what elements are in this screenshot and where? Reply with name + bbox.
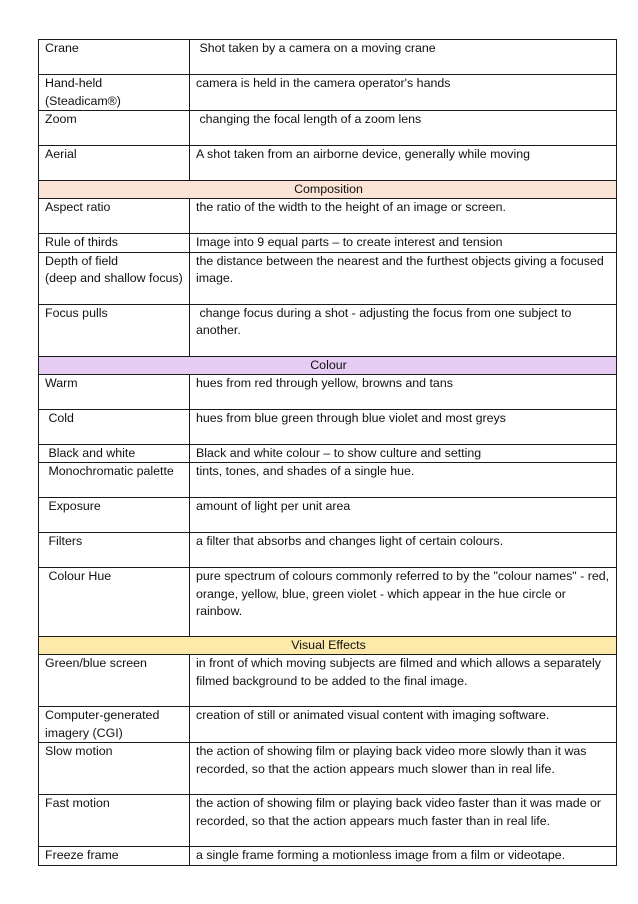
- table-row: [39, 374, 617, 409]
- term-cell: Crane: [39, 40, 190, 75]
- definition-cell: a single frame forming a motionless image from a film or videotape.: [190, 847, 617, 866]
- table-row: [39, 252, 617, 304]
- definition-cell: in front of which moving subjects are filmed and which allows a separately filmed background to be added to the final image.: [190, 655, 617, 707]
- term-cell: Slow motion: [39, 743, 190, 795]
- term-cell: Monochromatic palette: [39, 463, 190, 498]
- definition-cell: the action of showing film or playing back video more slowly than it was recorded, so that the action appears much slower than in real life.: [190, 743, 617, 795]
- table-row: [39, 304, 617, 356]
- definition-cell: camera is held in the camera operator's hands: [190, 75, 617, 111]
- definition-cell: change focus during a shot - adjusting the focus from one subject to another.: [190, 304, 617, 356]
- definition-cell: amount of light per unit area: [190, 498, 617, 533]
- term-cell: Warm: [39, 374, 190, 409]
- definition-cell: hues from red through yellow, browns and tans: [190, 374, 617, 409]
- glossary-table: [38, 39, 617, 866]
- term-cell: Rule of thirds: [39, 234, 190, 253]
- definition-cell: a filter that absorbs and changes light of certain colours.: [190, 533, 617, 568]
- table-row: [39, 409, 617, 444]
- table-row: [39, 847, 617, 866]
- definition-cell: Black and white colour – to show culture and setting: [190, 444, 617, 463]
- table-row: [39, 743, 617, 795]
- term-cell: Hand-held (Steadicam®): [39, 75, 190, 111]
- table-row: [39, 444, 617, 463]
- term-cell: Filters: [39, 533, 190, 568]
- definition-cell: creation of still or animated visual content with imaging software.: [190, 707, 617, 743]
- table-row: [39, 707, 617, 743]
- section-header-composition: Composition: [39, 181, 617, 199]
- term-cell: Cold: [39, 409, 190, 444]
- term-cell: Exposure: [39, 498, 190, 533]
- section-header-row: [39, 637, 617, 655]
- term-cell: Black and white: [39, 444, 190, 463]
- table-row: [39, 568, 617, 637]
- term-cell: Focus pulls: [39, 304, 190, 356]
- table-row: [39, 75, 617, 111]
- definition-cell: the ratio of the width to the height of an image or screen.: [190, 199, 617, 234]
- table-row: [39, 146, 617, 181]
- table-row: [39, 199, 617, 234]
- term-cell: Depth of field (deep and shallow focus): [39, 252, 190, 304]
- definition-cell: A shot taken from an airborne device, generally while moving: [190, 146, 617, 181]
- definition-cell: the action of showing film or playing back video faster than it was made or recorded, so that the action appears much faster than in real life.: [190, 795, 617, 847]
- table-row: [39, 795, 617, 847]
- table-row: [39, 234, 617, 253]
- table-row: [39, 111, 617, 146]
- term-cell: Zoom: [39, 111, 190, 146]
- definition-cell: the distance between the nearest and the furthest objects giving a focused image.: [190, 252, 617, 304]
- term-cell: Colour Hue: [39, 568, 190, 637]
- term-cell: Aspect ratio: [39, 199, 190, 234]
- definition-cell: hues from blue green through blue violet and most greys: [190, 409, 617, 444]
- term-cell: Green/blue screen: [39, 655, 190, 707]
- table-row: [39, 655, 617, 707]
- definition-cell: tints, tones, and shades of a single hue.: [190, 463, 617, 498]
- section-header-visual-effects: Visual Effects: [39, 637, 617, 655]
- table-row: [39, 533, 617, 568]
- definition-cell: Image into 9 equal parts – to create interest and tension: [190, 234, 617, 253]
- section-header-row: [39, 181, 617, 199]
- term-cell: Fast motion: [39, 795, 190, 847]
- definition-cell: Shot taken by a camera on a moving crane: [190, 40, 617, 75]
- section-header-colour: Colour: [39, 356, 617, 374]
- definition-cell: changing the focal length of a zoom lens: [190, 111, 617, 146]
- term-cell: Freeze frame: [39, 847, 190, 866]
- term-cell: Computer-generated imagery (CGI): [39, 707, 190, 743]
- table-row: [39, 40, 617, 75]
- term-cell: Aerial: [39, 146, 190, 181]
- table-row: [39, 463, 617, 498]
- section-header-row: [39, 356, 617, 374]
- definition-cell: pure spectrum of colours commonly referred to by the "colour names" - red, orange, yellow, blue, green violet - which appear in the hue circle or rainbow.: [190, 568, 617, 637]
- table-row: [39, 498, 617, 533]
